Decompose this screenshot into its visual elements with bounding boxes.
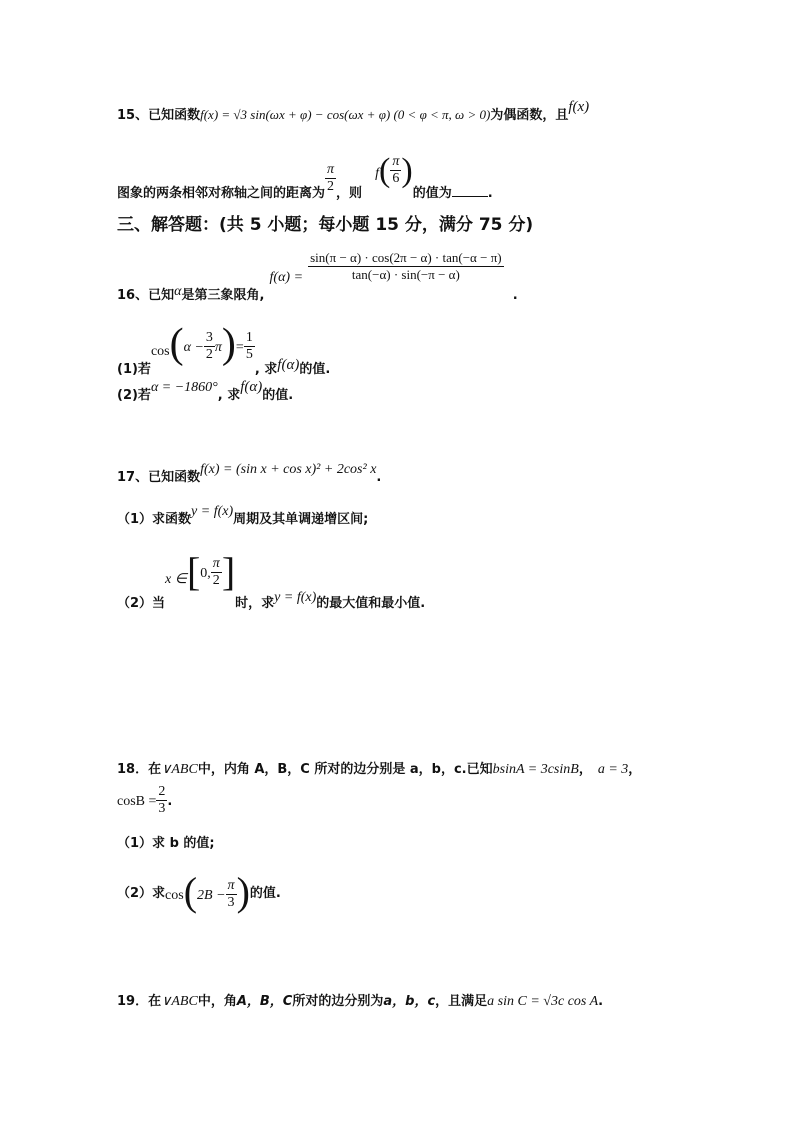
- q18-part2-end: 的值.: [249, 886, 281, 901]
- q18-sep-2: ，: [628, 762, 642, 777]
- q16-f-numerator: sin(π − α) · cos(2π − α) · tan(−α − π): [310, 250, 502, 265]
- q15-period: .: [487, 186, 493, 201]
- q15-arg-numerator: π: [392, 154, 400, 169]
- q16-period: .: [512, 288, 518, 303]
- q17-part2-function: y = f(x): [274, 590, 317, 605]
- q18-equation-1: bsinA = 3csinB: [492, 762, 579, 777]
- q15-line2: $_{图象的两条相邻对称轴之间的距离为}$ $\frac{\pi}{2}$ $_{,则}$ f( $\frac{\pi}{6}$ )$_{的值为}$ $_.$: [117, 152, 493, 201]
- q16-part2: [117, 376, 294, 403]
- q15-f-symbol: f: [375, 166, 380, 181]
- q17-part1-text: 周期及其单调递增区间;: [233, 512, 369, 527]
- q19-line1: [117, 990, 603, 1010]
- q16-part1-label: (1)若: [117, 362, 151, 377]
- q16-line1: [117, 250, 518, 303]
- q18-equation-2: a = 3: [597, 762, 629, 777]
- q15-distance-fraction: [325, 162, 336, 195]
- q19-sides: a，b，c: [383, 994, 436, 1009]
- q19-text-2: 中，角: [197, 994, 237, 1009]
- q17-part2-text-2: 的最大值和最小值.: [316, 596, 426, 611]
- q17-part2-lower: 0,: [200, 566, 211, 581]
- q18-part2-label: （2）求: [117, 886, 166, 901]
- q17-part1: [117, 500, 369, 527]
- q17-part2-label: （2）当: [117, 596, 166, 611]
- q18-cos-numerator: 2: [158, 784, 166, 799]
- q15-function: f(x) = √3 sin(ωx + φ) − cos(ωx + φ) (0 < φ < π, ω > 0): [200, 107, 491, 122]
- q16-f-fraction: [308, 250, 503, 283]
- q16-number: 16、: [117, 288, 149, 303]
- q19-text-3: 所对的边分别为: [292, 994, 384, 1009]
- q15-text-5: 的值为: [412, 186, 452, 201]
- q19-triangle: ∨ABC: [161, 994, 198, 1009]
- q17-part2-numerator: π: [212, 556, 220, 571]
- q18-number: 18．: [117, 762, 149, 777]
- q16-part1-cos: cos: [150, 344, 170, 359]
- q16-part2-f: f(α): [240, 379, 263, 395]
- q18-sep-1: ，: [578, 762, 592, 777]
- q18-part2-fraction: [226, 878, 237, 911]
- q15-arg-denominator: 6: [390, 170, 401, 187]
- q16-part2-label: (2)若: [117, 388, 151, 403]
- q19-period: .: [598, 994, 604, 1009]
- q17-period: .: [376, 470, 382, 485]
- q18-cos-fraction: [156, 784, 167, 817]
- q18-cos-lhs: cosB =: [117, 794, 157, 809]
- q15-argument-fraction: [390, 154, 401, 187]
- q16-part1-coef-denominator: 2: [205, 347, 213, 362]
- q16-f-lhs: f(α) =: [269, 270, 304, 285]
- q15-text-4: ，则: [336, 186, 363, 201]
- section-3-heading: [117, 210, 533, 235]
- section-3-title: 三、解答题：(共 5 小题；每小题 15 分，满分 75 分): [117, 215, 534, 235]
- q16-part1-value-denominator: 5: [245, 347, 253, 362]
- q19-text-4: ，且满足: [435, 994, 488, 1009]
- q17-function: f(x) = (sin x + cos x)² + 2cos² x: [200, 462, 377, 477]
- q16-part1-value-numerator: 1: [245, 330, 253, 345]
- q15-number: 15、: [117, 108, 149, 123]
- q18-part2-numerator: π: [227, 878, 235, 893]
- q16-part1-end: 的值.: [299, 362, 331, 377]
- q16-part1-value-fraction: [244, 330, 255, 363]
- q15-distance-denominator: 2: [325, 178, 336, 195]
- q17-part2-fraction: [211, 556, 222, 589]
- q18-cos-end: .: [167, 794, 173, 809]
- q17-part2-text-1: 时，求: [235, 596, 275, 611]
- q19-number: 19．: [117, 994, 149, 1009]
- q16-part2-text: , 求: [217, 388, 241, 403]
- q17-text-1: 已知函数: [148, 470, 201, 485]
- q16-part1-coef-fraction: [204, 330, 215, 363]
- q17-part1-function: y = f(x): [191, 504, 234, 519]
- q15-line1: [117, 99, 590, 124]
- q15-text-1: 已知函数: [148, 108, 201, 123]
- q16-text-1: 已知: [148, 288, 175, 303]
- q16-part2-end: 的值.: [262, 388, 294, 403]
- q16-text-2: 是第三象限角,: [181, 288, 265, 303]
- q18-line2: [117, 784, 172, 817]
- q18-line1: [117, 758, 641, 778]
- q19-equation: a sin C = √3c cos A: [487, 994, 599, 1009]
- q16-part1-eq: =: [235, 340, 244, 355]
- q15-text-3: 图象的两条相邻对称轴之间的距离为: [117, 186, 326, 201]
- q16-alpha: α: [174, 284, 182, 299]
- q16-part1-inner: α −: [183, 340, 204, 355]
- q18-part2-cos: cos: [165, 888, 184, 903]
- q18-text-1: 在: [148, 762, 162, 777]
- q16-part1-coef-numerator: 3: [205, 330, 213, 345]
- q17-part2: $_{(2)当}$x ∈[0, $\frac{\pi}{2}$ ]$_{时,求}y = f(x)_{的最大值和最小值.}$: [117, 549, 426, 611]
- q18-text-2: 中，内角 A，B，C 所对的边分别是 a，b，c.已知: [197, 762, 493, 777]
- q17-part2-denominator: 2: [211, 572, 222, 589]
- q16-part1-pi: π: [214, 340, 222, 355]
- q19-abc: A，B，C: [236, 994, 293, 1009]
- q15-answer-blank: [452, 184, 488, 197]
- q16-part1-text: , 求: [254, 362, 278, 377]
- q15-text-2: 为偶函数，且: [490, 108, 569, 123]
- q17-part2-x: x ∈: [165, 572, 187, 587]
- q19-text-1: 在: [148, 994, 162, 1009]
- q18-part1: [117, 832, 215, 851]
- q15-distance-numerator: π: [327, 162, 335, 177]
- q18-part2-denominator: 3: [226, 894, 237, 911]
- q18-cos-denominator: 3: [158, 801, 166, 816]
- q15-function-f: f(x): [568, 99, 590, 115]
- q16-part1-f: f(α): [277, 357, 300, 373]
- q16-f-denominator: tan(−α) · sin(−π − α): [308, 266, 503, 283]
- q17-line1: [117, 458, 382, 485]
- q18-part2-inner: 2B −: [197, 888, 226, 903]
- q18-part1-text: （1）求 b 的值;: [117, 836, 215, 851]
- q18-triangle: ∨ABC: [161, 762, 198, 777]
- q16-part1: $_{(1)若}$cos(α − $\frac{3}{2}$ π)= $\frac{1}{5}$ $_{, 求}f(\alpha)_{的值.}$: [117, 321, 331, 377]
- q16-part2-condition: α = −1860°: [150, 380, 218, 395]
- q17-number: 17、: [117, 470, 149, 485]
- q18-part2: （2）求cos(2B − $\frac{\pi}{3}$ )的值.: [117, 869, 281, 914]
- q17-part1-label: （1）求函数: [117, 512, 192, 527]
